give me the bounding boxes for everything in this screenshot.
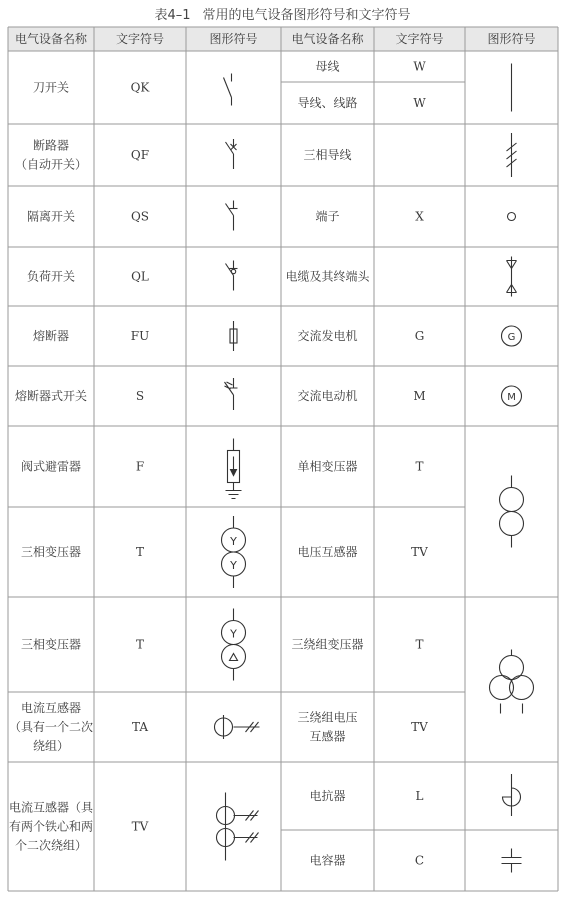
device-name-line: 三相变压器 xyxy=(20,545,82,559)
device-name-line: 电容器 xyxy=(309,853,346,868)
letter-code xyxy=(411,545,428,559)
letter-code: TA xyxy=(131,720,149,734)
device-name-line: 刀开关 xyxy=(32,80,70,95)
arrester-icon xyxy=(226,439,242,499)
device-name-line: 电流互感器 xyxy=(20,701,82,715)
knife-switch-icon xyxy=(224,74,232,106)
letter-code xyxy=(136,460,144,474)
device-name-line: 互感器 xyxy=(309,729,346,744)
device-name-line: 有两个铁心和两 xyxy=(8,819,94,834)
device-name-line: 熔断器 xyxy=(32,329,70,343)
letter-code: TV xyxy=(131,819,149,834)
device-name-line: 母线 xyxy=(315,59,340,74)
letter-code xyxy=(411,720,428,734)
letter-code xyxy=(415,329,425,343)
device-name xyxy=(297,544,357,559)
terminal-icon xyxy=(508,213,516,221)
letter-code: X xyxy=(415,209,424,224)
letter-code: F xyxy=(135,459,145,474)
letter-code xyxy=(131,148,149,162)
letter-code xyxy=(413,96,426,110)
letter-code: QK xyxy=(130,80,150,95)
symbol-letter: Y xyxy=(230,627,237,641)
device-name-line: 电流互感器（具 xyxy=(8,800,94,815)
letter-code xyxy=(136,545,144,559)
device-name-line: 绕组） xyxy=(32,739,70,753)
load-switch-icon xyxy=(226,261,238,291)
reactor-icon xyxy=(503,774,521,816)
column-header: 电气设备名称 xyxy=(14,32,88,46)
letter-code: M xyxy=(413,389,426,403)
device-name-line: 交流发电机 xyxy=(297,329,358,343)
device-name xyxy=(297,459,357,474)
letter-code xyxy=(136,638,144,652)
device-name xyxy=(315,209,339,224)
column-header: 文字符号 xyxy=(115,32,165,46)
letter-code: G xyxy=(414,329,425,343)
device-name-line: （具有一个二次 xyxy=(8,720,94,734)
letter-code xyxy=(415,460,423,474)
motor-icon xyxy=(502,386,522,406)
device-name xyxy=(285,269,370,284)
device-name-line: 三绕组变压器 xyxy=(291,637,364,652)
letter-code: T xyxy=(415,459,424,474)
column-header: 图形符号 xyxy=(487,32,536,46)
letter-code: W xyxy=(413,59,426,74)
letter-code: TV xyxy=(411,720,428,734)
device-name-line: 交流电动机 xyxy=(297,389,358,403)
fuse-icon xyxy=(230,321,237,351)
letter-code xyxy=(131,210,149,224)
letter-code xyxy=(132,820,149,834)
device-name-line: 电抗器 xyxy=(309,789,346,803)
letter-code xyxy=(131,81,151,95)
device-name-line: 断路器 xyxy=(32,138,70,153)
letter-code: FU xyxy=(130,329,150,343)
letter-code: C xyxy=(414,853,425,868)
column-header xyxy=(116,32,164,46)
column-header xyxy=(15,31,88,46)
symbol-letter: Y xyxy=(230,559,237,572)
letter-code xyxy=(136,389,144,403)
device-name xyxy=(303,147,351,162)
device-name xyxy=(21,637,81,652)
transformer-yy-icon xyxy=(222,516,246,588)
letter-code xyxy=(131,329,149,343)
disconnector-icon xyxy=(226,201,238,231)
device-name-line: 三相变压器 xyxy=(20,637,82,652)
letter-code: T xyxy=(135,637,145,652)
device-name xyxy=(9,700,93,753)
column-header: 文字符号 xyxy=(395,32,444,46)
device-name xyxy=(291,637,363,652)
device-name-line: 熔断器式开关 xyxy=(14,389,88,403)
header-band xyxy=(8,27,558,51)
device-name xyxy=(309,788,345,803)
device-name-line: 电压互感器 xyxy=(297,545,358,559)
column-header: 图形符号 xyxy=(209,32,258,46)
letter-code: W xyxy=(413,96,426,110)
column-header xyxy=(209,32,257,46)
device-name xyxy=(27,210,75,224)
device-name-line: 端子 xyxy=(315,209,340,224)
transformer-yd-icon xyxy=(222,609,246,681)
device-name-line: 个二次绕组） xyxy=(14,838,88,853)
capacitor-icon xyxy=(502,849,522,873)
device-name-line: 阀式避雷器 xyxy=(20,459,82,474)
symbol-letter: G xyxy=(507,332,516,343)
letter-code: T xyxy=(135,545,145,559)
generator-icon xyxy=(502,326,522,346)
three-winding-transformer-icon xyxy=(490,650,534,714)
device-name xyxy=(297,710,357,744)
two-winding-transformer-icon xyxy=(500,476,524,548)
device-name xyxy=(33,328,69,343)
device-name-line: 单相变压器 xyxy=(297,459,358,474)
column-header xyxy=(291,31,364,46)
table-number: 表4–1 xyxy=(154,8,191,23)
device-name xyxy=(297,95,357,110)
column-header xyxy=(395,32,443,46)
letter-code xyxy=(413,389,425,403)
circuit-breaker-icon xyxy=(226,139,237,169)
device-name xyxy=(15,388,87,403)
letter-code: S xyxy=(135,389,145,403)
device-name xyxy=(309,853,345,868)
cable-termination-icon xyxy=(507,257,517,297)
device-name xyxy=(297,328,357,343)
device-name xyxy=(33,81,69,95)
letter-code xyxy=(415,854,424,868)
letter-code: QS xyxy=(130,209,150,224)
symbol-letter: M xyxy=(507,392,516,403)
symbol-letter: Y xyxy=(230,535,237,548)
three-phase-line-icon xyxy=(507,133,517,177)
fuse-switch-icon xyxy=(225,378,238,410)
letter-code xyxy=(131,270,149,284)
device-name xyxy=(15,138,87,172)
device-name xyxy=(9,800,94,853)
letter-code xyxy=(413,60,426,74)
letter-code: QF xyxy=(130,148,150,162)
device-name-line: 隔离开关 xyxy=(26,209,76,224)
letter-code: QL xyxy=(131,269,149,284)
letter-code xyxy=(415,210,424,224)
device-name xyxy=(21,544,81,559)
column-header: 电气设备名称 xyxy=(291,32,364,46)
current-transformer-1-icon xyxy=(215,715,260,739)
letter-code: TV xyxy=(411,545,428,559)
device-name xyxy=(27,270,75,284)
letter-code xyxy=(132,720,148,734)
device-name xyxy=(315,59,339,74)
current-transformer-2-icon xyxy=(217,793,259,861)
device-name-line: 三绕组电压 xyxy=(297,710,358,725)
device-name xyxy=(297,388,357,403)
device-name-line: 电缆及其终端头 xyxy=(285,269,370,284)
letter-code: L xyxy=(415,789,424,803)
device-name-line: 导线、线路 xyxy=(297,96,358,110)
device-name-line: （自动开关） xyxy=(14,157,88,172)
device-name-line: 三相导线 xyxy=(303,148,352,162)
column-header xyxy=(487,32,535,46)
device-name xyxy=(21,459,81,474)
letter-code xyxy=(415,638,423,652)
table-title: 常用的电气设备图形符号和文字符号 xyxy=(202,8,411,23)
device-name-line: 负荷开关 xyxy=(26,269,76,284)
letter-code xyxy=(416,789,424,803)
letter-code: T xyxy=(415,637,424,652)
